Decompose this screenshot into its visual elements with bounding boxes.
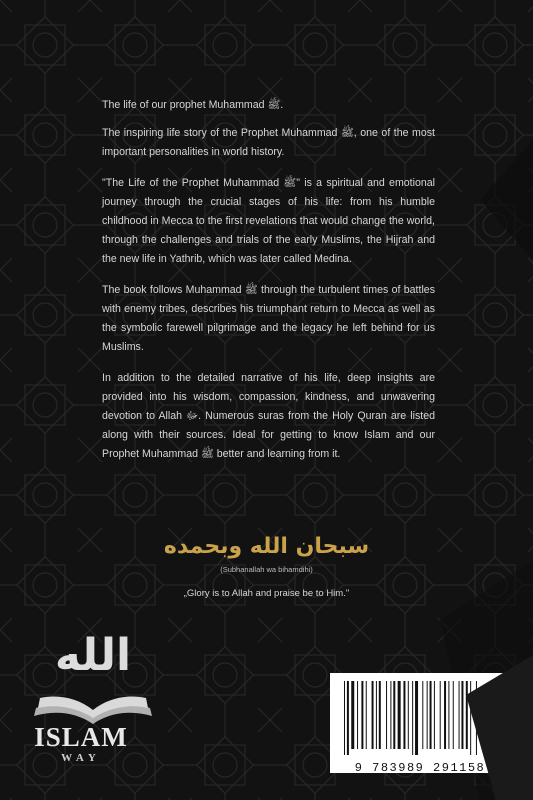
paragraph-journey: "The Life of the Prophet Muhammad ﷺ" is a spiritual and emotional journey through the crucial stages of his life: from his humble childhood in Mecca to the first revelations that would change the world, through the challenges and trials of the early Muslims, the Hijrah and the new life in Yathrib, which was later called Medina. bbox=[102, 177, 435, 265]
barcode-bar bbox=[412, 681, 413, 755]
barcode-bar bbox=[379, 681, 381, 749]
barcode-bar bbox=[430, 681, 432, 749]
barcode-bar bbox=[403, 681, 405, 749]
barcode-bar bbox=[427, 681, 428, 749]
barcode-bar bbox=[398, 681, 401, 749]
open-book-icon bbox=[34, 697, 152, 725]
barcode-bar bbox=[372, 681, 374, 749]
barcode-bar bbox=[422, 681, 423, 749]
logo-word-way: WAY bbox=[61, 752, 101, 764]
isbn-number: 9 783989 291158 bbox=[354, 761, 486, 775]
barcode-bar bbox=[415, 681, 418, 755]
barcode-bar bbox=[351, 681, 354, 749]
paragraph-intro: The life of our prophet Muhammad ﷺ. bbox=[102, 99, 284, 111]
barcode-bar bbox=[434, 681, 435, 749]
barcode-bar bbox=[366, 681, 367, 749]
paragraph-battles: The book follows Muhammad ﷺ through the turbulent times of battles with enemy tribes, describes his triumphant return to Mecca as well as the symbolic farewell pilgrimage and the legacy he left behind for us Muslims. bbox=[102, 284, 435, 353]
barcode-bar bbox=[390, 681, 391, 749]
barcode-bar bbox=[386, 681, 387, 749]
allah-calligraphy: الله bbox=[54, 630, 132, 681]
barcode-bar bbox=[408, 681, 409, 749]
description-text-block bbox=[102, 96, 435, 476]
barcode-bar bbox=[344, 681, 345, 755]
transliteration: (Subhanallah wa bihamdihi) bbox=[220, 565, 313, 574]
logo-word-islam: ISLAM bbox=[34, 722, 128, 752]
corner-stamp-decoration bbox=[446, 655, 533, 800]
barcode-bar bbox=[376, 681, 377, 749]
arabic-phrase: سبحان الله وبحمده bbox=[163, 534, 370, 559]
paragraph-insights: In addition to the detailed narrative of his life, deep insights are provided into his wisdom, compassion, kindness, and unwavering devotion to Allah ﷻ. Numerous suras from the Holy Quran are listed along with their sources. Ideal for getting to know Islam and our Prophet Muhammad ﷺ better and learning from it. bbox=[102, 372, 435, 460]
barcode-bar bbox=[393, 681, 395, 749]
barcode-bar bbox=[361, 681, 363, 749]
barcode-bar bbox=[357, 681, 358, 749]
translation-quote: „Glory is to Allah and praise be to Him." bbox=[183, 588, 350, 599]
barcode-bar bbox=[440, 681, 441, 749]
barcode-bar bbox=[347, 681, 349, 755]
paragraph-tagline: The inspiring life story of the Prophet Muhammad ﷺ, one of the most important personalities in world history. bbox=[102, 127, 435, 158]
